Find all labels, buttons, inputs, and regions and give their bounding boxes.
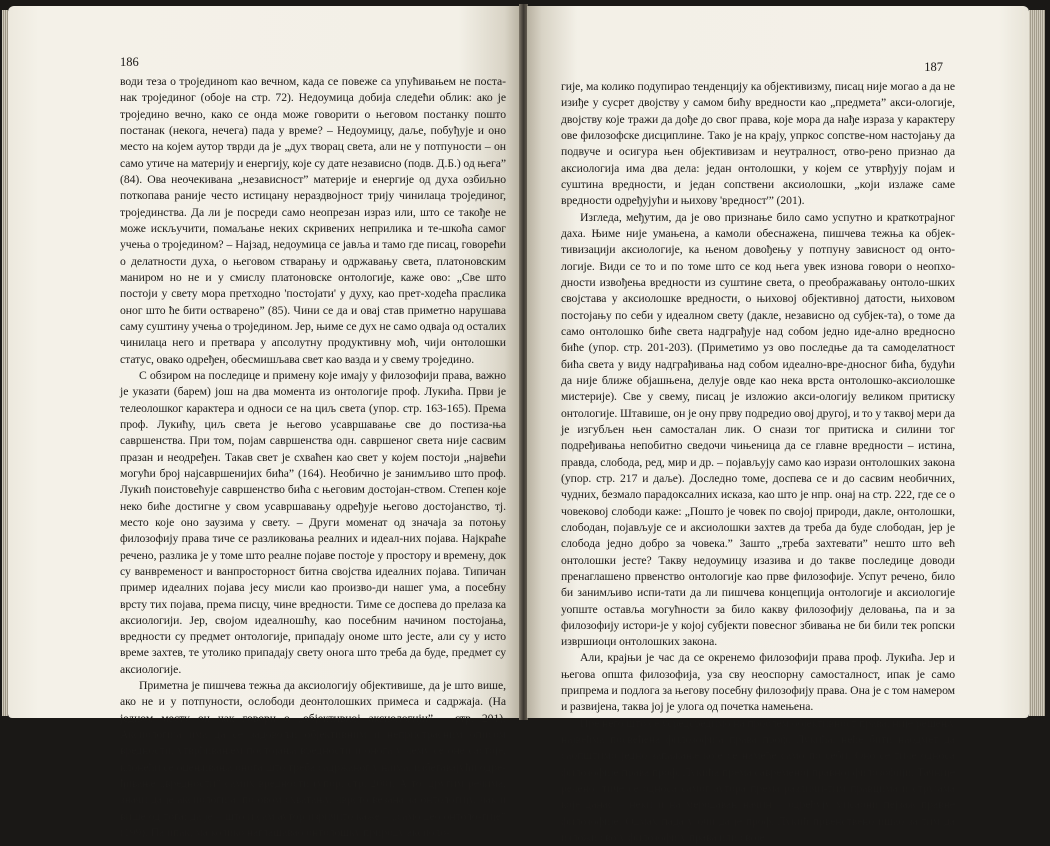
paragraph: С обзиром на последице и примену које имају у филозофији права, важно је указати (барем) још на два момента из онтологије проф. Лукића. Први је телеолошког карактера и односи се на циљ света (упор. стр. 163-165). Према проф. Лукићу, циљ света је његово усавршавање све до постиза-ња савршенства. При том, појам савршенства одн. савршеног света није сасвим празан и неодређен. Такав свет је схваћен као свет у којем постоји „највећи могући број најсавршенијих бића” (164). Необично је занимљиво што проф. Лукић поистовећује савршенство бића с његовим достојан-ством. Степен које неко биће достигне у свом усавршавању одређује његово достојанство, тј. место које оно заузима у свету. – Други моменат од значаја за потоњу филозофију права тиче се разликовања реалних и идеал-них појава. Најкраће речено, разлика је у томе што реалне појаве постоје у простору и времену, док су ванвременост и ванпросторност битна својства идеалних појава. Типичан пример идеалних појава јесу мисли као произво-ди нашег ума, а посебну врсту тих појава, према писцу, чине вредности. Тиме се доспева до прелаза ка аксиологији. Јер, својом идеалношћу, као посебним начином постојања, вредности су предмет онтологије, припадају ономе што јесте, али су у исто време захтев, те утолико припадају свету онога што треба да буде, предмет су аксиологије. bbox=[120, 368, 506, 676]
right-page-text bbox=[561, 79, 955, 846]
right-page-edges bbox=[1029, 10, 1045, 716]
paragraph: води теза о тројединom као вечном, када се повеже са упућивањем не поста-нак тројединог (обоје на стр. 72). Недоумица добија следећи облик: ако је тројединo вечно, како се онда може говорити о његовом постанку пошто постанак (некога, нечега) пада у време? – Недоумицу, даље, побуђује и оно место на којем аутор тврди да је „дух творац света, али не у потпуности – он само утиче на материју и енергију, које су дате независно (подв. Д.Б.) од њега” (84). Ова неочекивана „независност” материје и енергије од духа озбиљно поткопава раније често истицану нераздвојност трију чинилаца тројединог, тројединства. Да ли је посреди само неопрезан израз или, што се такође не може искључити, помаљање неких скривених неприлика и те-шкоћа самог учења о тројединoм? – Најзад, недоумица се јавља и тамо где писац, говорећи о делатности духа, о његовом стварању и одржавању света, платоновским маниром но не и у смислу платоновске онтологије, каже ово: „Све што постоји у свету мора претходно 'постојати' у духу, као прет-ходећа праслика оног што ће бити остварено” (85). Чини се да и овај став приметно нарушава саму суштину учења о тројединoм. Јер, њиме се дух не само одваја од осталих чинилаца него и претвара у апсолутну продуктивну моћ, чији онтолошки статус, овако одређен, обесмишљава свет као вазда и у свему тројединo. bbox=[120, 75, 506, 366]
page-number-right: 187 bbox=[924, 60, 943, 74]
left-page-text bbox=[120, 74, 506, 841]
paragraph: Приметна је пишчева тежња да аксиологију објективише, да је што више, ако не и у потпуности, ослободи деонтолошких примеса и садржаја. (На једном месту он чак говори о „објективној аксиологији” – стр. 201). Аксиологија има да се задовољи објективним и непристрасним описом вредности, утврђивањем постојања вредности и онога у чему се оне састоје, клонећи се оцењивања онога што треба садржаног у њима, избегавајући одре-ђивање „вредности” самих вредности (упор. стр. 200). А то, другим речима, значи да је аксиологија, по овом схватању, чврсто везана за онтологију, чак и више од тога: да је – што и сам аутор изричито каже – „само део онтоло-гије” (199). Па ипак, ма колико наглашавао онтолошку природу аксиоло- bbox=[120, 679, 506, 840]
page-number-left: 186 bbox=[120, 55, 139, 69]
paragraph: гије, ма колико подупирао тенденцију ка објективизму, писац није могао а да не изиђе у сусрет двојству у самом бићу вредности као „предмета” акси-ологије, двојству које тражи да дође до свог права, које мора да нађе израза у карактеру ове филозофске дисциплине. Тако је на крају, упркос сопстве-ном настојању да подвуче и осигура њен објективизам и неутралност, отво-рено признао да аксиологија има два дела: један онтолошки, у којем се утврђују појам и суштина вредности, и један сопствени аксиолошки, „који излаже саме вредности одређујући и њихову 'вредност'” (201). bbox=[561, 80, 955, 208]
paragraph: Али, крајњи је час да се окренемо филозофији права проф. Лукића. Јер и његова општа филозофија, уза сву неоспорну самосталност, ипак је само припрема и подлога за његову посебну филозофију права. Она је с том намером и развијена, таква јој је улога од почетка намењена. bbox=[561, 651, 955, 714]
paragraph: Изгледа, међутим, да је ово признање било само успутно и краткотрајног даха. Њиме није умањена, а камоли обеснажена, пишчева тежња ка објек-тивизацији аксиологије, ка њеном довођењу у потпуну зависност од онто-логије. Види се то и по томе што се код њега увек изнова говори о неопхо-дности извођења вредности из суштине света, о преображавању онтоло-шких својстава у аксиолошке вредности, о њиховој објективној датости, њиховом постојању по себи у идеалном свету (дакле, независно од субјек-та), о томе да само онтолошко биће света надграђује над собом једно иде-ално вредносно биће (упор. стр. 201-203). (Приметимо уз ово последње да та самоделатност бића света у виду надграђивања над собом идеално-вре-дносног бића, будући да није ближе објашњена, делује овде као нека врста онтолошко-аксиолошке мистерије). Све у свему, писац је изложио акси-ологију великом притиску онтологије. Штавише, он је ону прву подредио овој другој, и то у таквој мери да је изгубљен њен самосталан лик. О снази тог притиска и силини тог подређивања непобитно сведочи чињеница да се главне вредности – истина, правда, слобода, ред, мир и др. – појављују само као изрази онтолошких закона (упор. стр. 217 и даље). Доследно томе, доспева се и до сасвим необичних, чудних, безмало парадоксалних исказа, као што је нпр. онај на стр. 222, где се о човековој слободи каже: „Пошто је човек по својој природи, дакле, онтолошки, слободан, појављује се и аксиолошки захтев да треба да буде слободан, јер је слобода једно добро за човека.” Зашто „треба захтевати” нешто што већ онтолошки јесте? Такву недоумицу изазива и до такве последице доводи пренаглашено првенство онтологије као прве филозофије. Успут речено, било би занимљиво испи-тати да ли пишчева концепција онтологије и аксиологије уопште оставља могућности за било какву филозофију деловања, па и за филозофију истори-је у којој субјекти повесног збивања не би били тек ропски извршиоци онтолошких закона. bbox=[561, 210, 955, 649]
left-page bbox=[8, 6, 520, 840]
paragraph: Пре него што се усредсредимо на проблем објективност права, није решењу највећма посвећена филозофија права проф. Лукића, неће бити наодмет да саопштимо једно запажање које се намеће само по себи. Оно се тиче односа филозофије права проф. Лукића према савременој правној филозофији. Тачније речено, тиче се односа самог аутора према различи-тим правцима и струјама које данас – неки и на меродаван начин – одређују мисаони пејзаж правне филозофије. Одмах пада у очи да је проф. Лукић првенствено ишао за тим да изложи своју филозофију права или своје bbox=[561, 716, 955, 845]
right-page bbox=[527, 6, 1029, 845]
